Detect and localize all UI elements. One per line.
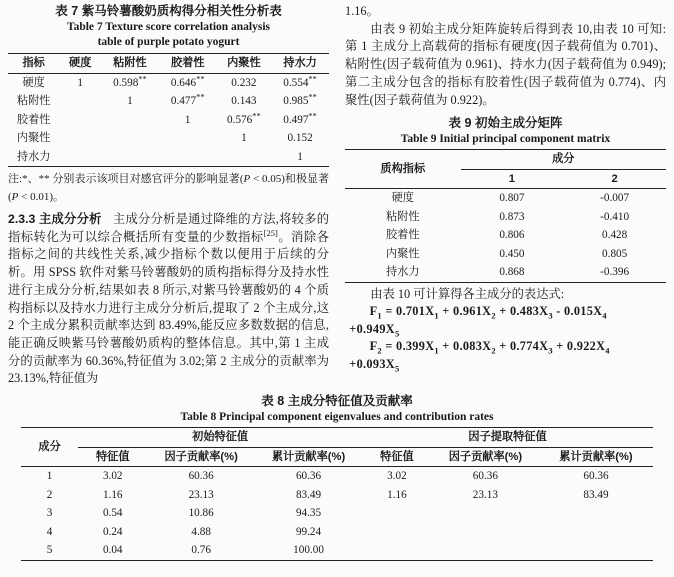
- table7-header-row: [8, 54, 329, 74]
- table9-row-header: 质构指标: [345, 150, 461, 189]
- table-cell: [159, 148, 217, 167]
- table8-group-initial: 初始特征值: [78, 428, 362, 448]
- table-cell: 23.13: [472, 488, 498, 501]
- table7-correlation: [8, 53, 329, 167]
- table-cell: 1: [77, 76, 84, 89]
- table8-eigenvalues: [21, 427, 653, 561]
- row-header-cell: 1: [46, 470, 53, 483]
- column-header: 因子贡献率(%): [147, 447, 254, 467]
- row-header-cell: 内聚性: [385, 247, 420, 260]
- table-row: [21, 504, 653, 523]
- table-cell: [432, 541, 539, 560]
- table-cell: 1: [184, 113, 191, 126]
- table-cell: 1: [127, 95, 133, 107]
- table-cell: [539, 523, 653, 542]
- table-cell: -0.007: [600, 192, 630, 205]
- row-header-cell: 持水力: [16, 150, 51, 163]
- table-row: [8, 111, 329, 130]
- table-cell: [432, 523, 539, 542]
- row-header-cell: 胶着性: [385, 229, 420, 242]
- left-column: [8, 3, 329, 388]
- row-header-cell: 内聚性: [16, 132, 51, 144]
- table-cell: 0.807: [499, 192, 525, 205]
- table-cell: 0.76: [191, 544, 211, 557]
- column-header: 特征值: [78, 447, 147, 467]
- section-body-text: 主成分分析是通过降维的方法,将较多的指标转化为可以综合概括所有变量的少数指标[25]。消除各指标之间的共线性关系,减少指标个数以便用于后续的分析。用 SPSS 软件对紫马铃薯酸奶的质构指标得分及持水性进行主成分分析,结果如表 8 所示,对紫马铃薯酸奶的 4 个质构指标以及持水力进行主成分分析后,提取了 2 个主成分,这 2 个主成分累积贡献率达到 83.49%,能反应多数数据的信息,能正确反映紫马铃薯酸奶质构的整体信息。其中,第 1 主成分的贡献率为 60.36%,特征值为 3.02;第 2 主成分的贡献率为 23.13%,特征值为: [8, 212, 329, 386]
- table-cell: 23.13: [188, 488, 214, 501]
- table9-caption-zh: 表 9 初始主成分矩阵: [448, 116, 563, 131]
- table8-group-header-row: [21, 428, 653, 448]
- table7-caption-en-line1: Table 7 Texture score correlation analysis: [66, 21, 271, 33]
- table-row: [21, 486, 653, 505]
- table9-group-header-row: [345, 150, 666, 170]
- table-cell: 1.16: [387, 488, 407, 501]
- table9-group-header: 成分: [461, 150, 666, 170]
- row-header-cell: 2: [46, 488, 53, 501]
- section-2-3-3: [8, 211, 329, 388]
- table-row: [345, 189, 666, 208]
- formula-f1-line2: $+0.949X_5$: [349, 321, 400, 339]
- table8-caption-zh: 表 8 主成分特征值及贡献率: [261, 394, 413, 409]
- table-cell: [59, 148, 101, 167]
- table-row: [345, 226, 666, 245]
- table-row: [21, 541, 653, 560]
- table-cell: 0.868: [499, 266, 525, 279]
- table9-caption-en: Table 9 Initial principal component matrix: [400, 133, 611, 146]
- paragraph-expressions-intro: 由表 10 可计算得各主成分的表达式:: [370, 286, 565, 301]
- table8-caption-en: Table 8 Principal component eigenvalues and contribution rates: [180, 411, 494, 424]
- table-cell: 0.646**: [170, 72, 205, 89]
- column-carryover-text: 1.16。: [345, 4, 379, 18]
- row-header-cell: 持水力: [385, 266, 420, 279]
- table-cell: [362, 504, 431, 523]
- column-header: 累计贡献率(%): [255, 447, 362, 467]
- table-cell: [59, 111, 101, 130]
- table8-group-extracted: 因子提取特征值: [362, 428, 653, 448]
- column-header: 胶着性: [159, 54, 217, 74]
- table-cell: [362, 523, 431, 542]
- table-cell: 0.143: [231, 95, 257, 107]
- table-cell: [59, 92, 101, 111]
- row-header-cell: 4: [46, 525, 53, 538]
- table-cell: 3.02: [387, 470, 407, 483]
- table-cell: 0.232: [231, 76, 257, 89]
- table-cell: 4.88: [191, 525, 211, 538]
- table-row: [21, 523, 653, 542]
- table-cell: 0.54: [102, 507, 123, 520]
- table-cell: [159, 129, 217, 148]
- table8-component-header: 成分: [21, 428, 78, 467]
- row-header-cell: 硬度: [391, 192, 414, 205]
- table-cell: 83.49: [583, 488, 609, 501]
- table-cell: 0.806: [499, 229, 525, 242]
- table-row: [8, 92, 329, 111]
- table7-note: 注:*、** 分别表示该项目对感官评分的影响显著(P < 0.05)和极显著(P < 0.01)。: [8, 173, 330, 203]
- table-row: [8, 129, 329, 148]
- formula-f2-line1: $F_2 = 0.399X_1 + 0.083X_2 + 0.774X_3 + 0.922X_4$: [369, 339, 610, 356]
- table-cell: 10.86: [188, 507, 214, 520]
- table-row: [345, 208, 666, 227]
- table-cell: [101, 148, 159, 167]
- table-cell: -0.396: [600, 266, 630, 279]
- table-cell: 60.36: [188, 470, 214, 483]
- table-cell: 0.477**: [170, 91, 205, 107]
- table-cell: 3.02: [102, 470, 123, 483]
- row-header-cell: 胶着性: [16, 113, 51, 126]
- table-cell: 0.805: [602, 247, 628, 260]
- table-row: [8, 148, 329, 167]
- column-header: 因子贡献率(%): [432, 447, 539, 467]
- table-cell: 0.985**: [283, 91, 317, 107]
- table-cell: 60.36: [583, 470, 609, 483]
- row-header-cell: 硬度: [22, 76, 45, 89]
- table-cell: 0.24: [102, 525, 123, 538]
- table-cell: 0.497**: [283, 109, 317, 126]
- column-header: 累计贡献率(%): [539, 447, 653, 467]
- table-cell: [539, 504, 653, 523]
- table-row: [345, 263, 666, 282]
- table-cell: 94.35: [295, 507, 322, 520]
- column-header: 2: [563, 169, 666, 189]
- column-header: 粘附性: [101, 54, 159, 74]
- table-cell: 0.04: [102, 544, 123, 557]
- table8-sub-header-row: [21, 447, 653, 467]
- table9-initial-component-matrix: [345, 149, 666, 283]
- table-cell: 0.428: [602, 229, 628, 242]
- table-cell: 60.36: [472, 470, 498, 483]
- table-cell: 0.554**: [283, 72, 317, 89]
- table-cell: 0.873: [499, 210, 525, 223]
- row-header-cell: 5: [46, 544, 53, 557]
- table-cell: 60.36: [295, 470, 322, 483]
- column-header: 内聚性: [217, 54, 272, 74]
- table7-caption-en-line2: table of purple potato yogurt: [97, 36, 240, 48]
- row-header-cell: 3: [46, 507, 53, 520]
- table7-caption-zh: 表 7 紫马铃薯酸奶质构得分相关性分析表: [55, 4, 282, 18]
- table-cell: 0.450: [499, 247, 525, 260]
- row-header-cell: 粘附性: [385, 210, 420, 223]
- formula-f1-line1: $F_1 = 0.701X_1 + 0.961X_2 + 0.483X_3 - 0.015X_4$: [369, 304, 607, 321]
- table-cell: 83.49: [295, 488, 322, 501]
- table-cell: -0.410: [600, 210, 630, 223]
- table8-section: [8, 393, 666, 561]
- table-cell: [101, 129, 159, 148]
- row-header-cell: 粘附性: [16, 95, 51, 107]
- table-cell: [539, 541, 653, 560]
- table-cell: 1: [241, 132, 247, 144]
- table-cell: 0.576**: [227, 109, 261, 126]
- table-cell: 99.24: [295, 525, 322, 538]
- column-header: 指标: [8, 54, 59, 74]
- paragraph-rotated-matrix: 由表 9 初始主成分矩阵旋转后得到表 10,由表 10 可知:第 1 主成分上高载荷的指标有硬度(因子载荷值为 0.701)、粘附性(因子载荷值为 0.961)、持水力(因子载荷值为 0.949);第二主成分包含的指标有胶着性(因子载荷值为 0.774)、内聚性(因子载荷值为 0.922)。: [345, 21, 666, 107]
- two-column-body: [8, 3, 666, 388]
- column-header: 特征值: [362, 447, 431, 467]
- table-row: [21, 467, 653, 486]
- table-cell: 1.16: [102, 488, 123, 501]
- table-cell: 0.152: [287, 132, 313, 144]
- column-header: 硬度: [59, 54, 101, 74]
- table-cell: [101, 111, 159, 130]
- right-column: [345, 3, 666, 388]
- column-header: 持水力: [271, 54, 329, 74]
- section-heading: 2.3.3 主成分分析: [8, 212, 102, 226]
- table-cell: [59, 129, 101, 148]
- formula-f2-line2: $+0.093X_5$: [349, 356, 400, 374]
- table-cell: 1: [297, 150, 303, 163]
- table-row: [8, 73, 329, 92]
- table-cell: [432, 504, 539, 523]
- table-cell: [217, 148, 272, 167]
- table-cell: 100.00: [293, 544, 324, 557]
- table-cell: 0.598**: [113, 72, 147, 89]
- table-row: [345, 245, 666, 264]
- column-header: 1: [461, 169, 564, 189]
- table-cell: [362, 541, 431, 560]
